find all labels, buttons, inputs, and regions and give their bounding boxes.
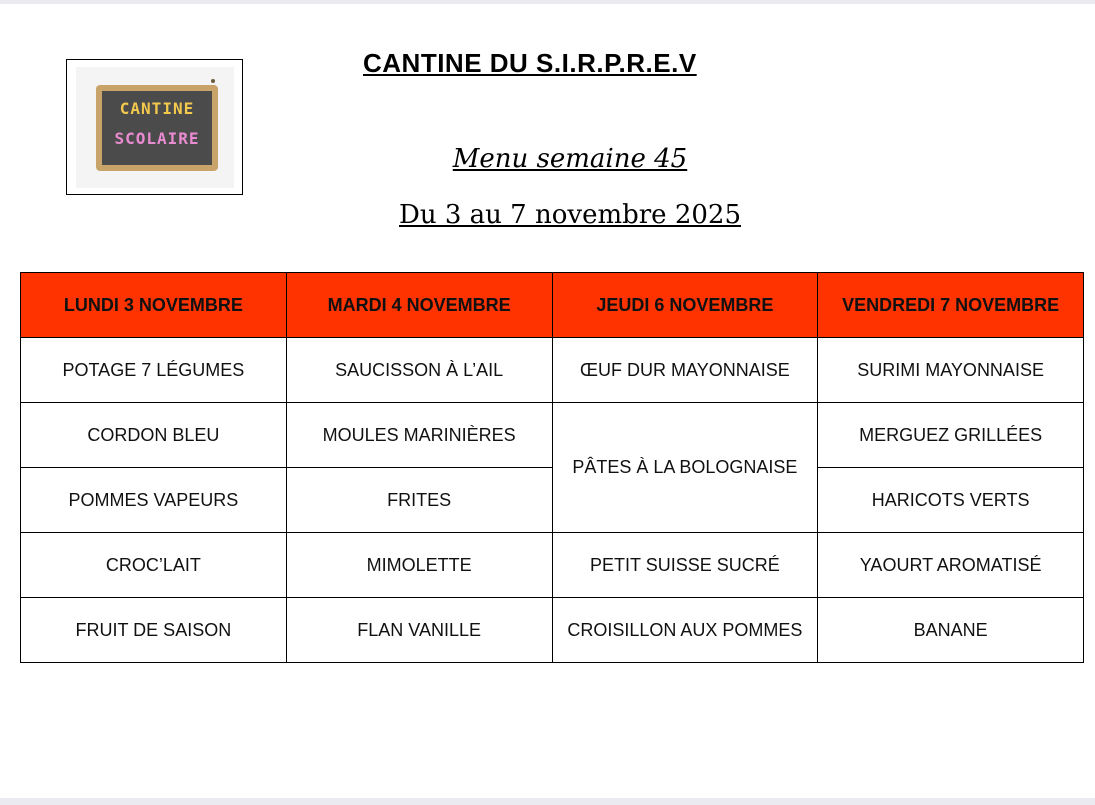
menu-cell: SURIMI MAYONNAISE [818,338,1084,403]
menu-cell: ŒUF DUR MAYONNAISE [552,338,818,403]
menu-cell: CROC’LAIT [21,533,287,598]
day-header: VENDREDI 7 NOVEMBRE [818,273,1084,338]
menu-cell: FRUIT DE SAISON [21,598,287,663]
menu-cell: CROISILLON AUX POMMES [552,598,818,663]
logo-line1: CANTINE [119,99,195,118]
menu-cell: YAOURT AROMATISÉ [818,533,1084,598]
menu-cell: PETIT SUISSE SUCRÉ [552,533,818,598]
logo [66,59,243,195]
menu-cell: MOULES MARINIÈRES [286,403,552,468]
date-range: Du 3 au 7 novembre 2025 [399,200,741,230]
menu-cell: FRITES [286,468,552,533]
menu-cell: MIMOLETTE [286,533,552,598]
menu-table [20,272,1084,663]
table-row [21,403,1084,468]
table-row [21,338,1084,403]
day-header: MARDI 4 NOVEMBRE [286,273,552,338]
table-row [21,598,1084,663]
menu-cell: BANANE [818,598,1084,663]
menu-cell: POMMES VAPEURS [21,468,287,533]
day-header: LUNDI 3 NOVEMBRE [21,273,287,338]
page-title: CANTINE DU S.I.R.P.R.E.V [363,48,697,78]
menu-page [0,4,1095,798]
menu-cell: POTAGE 7 LÉGUMES [21,338,287,403]
menu-cell-merged: PÂTES À LA BOLOGNAISE [552,403,818,533]
menu-cell: CORDON BLEU [21,403,287,468]
day-header: JEUDI 6 NOVEMBRE [552,273,818,338]
logo-line2: SCOLAIRE [114,129,200,148]
menu-cell: HARICOTS VERTS [818,468,1084,533]
week-label: Menu semaine 45 [452,144,688,174]
menu-cell: MERGUEZ GRILLÉES [818,403,1084,468]
table-row [21,533,1084,598]
table-header-row [21,273,1084,338]
menu-cell: FLAN VANILLE [286,598,552,663]
menu-cell: SAUCISSON À L’AIL [286,338,552,403]
